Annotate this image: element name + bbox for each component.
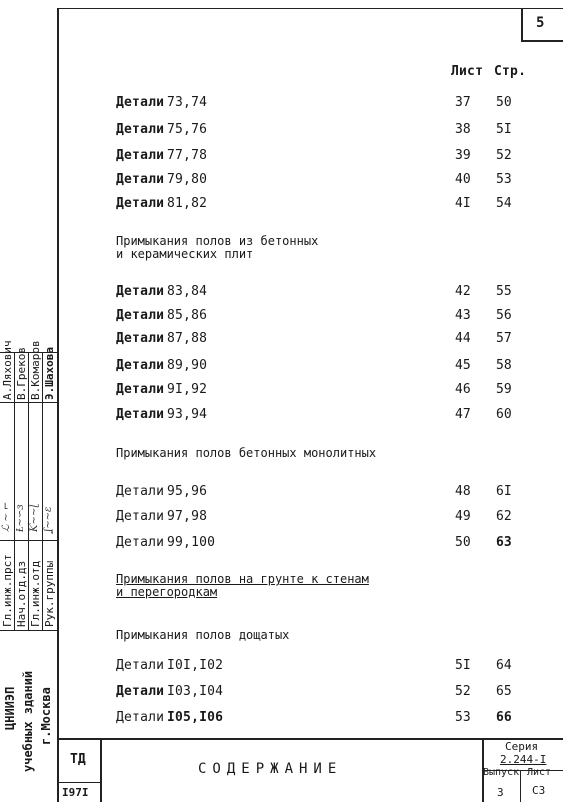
sig-name: А.Ляхович [1,340,14,400]
row-numbers: I0I,I02 [167,658,224,673]
doc-code: ТД [70,752,86,767]
sig-name: В.Греков [15,347,28,400]
page-box-bottom [521,40,563,42]
series-value: 2.244-I [500,753,547,766]
row-numbers: 81,82 [167,196,208,211]
row-numbers: 79,80 [167,172,208,187]
sig-role: Гл.инж.прст [1,554,14,627]
signature-handwritten: Ƙ∼∼ɭ [29,504,40,532]
row-name: Детали [116,308,165,323]
row-page: 54 [496,196,512,211]
row-name: Детали [116,407,165,422]
row-sheet: 45 [455,358,471,373]
row-sheet: 50 [455,535,471,550]
row-sheet: 38 [455,122,471,137]
row-numbers: 73,74 [167,95,208,110]
row-numbers: 97,98 [167,509,208,524]
row-numbers: 99,100 [167,535,216,550]
row-name: Детали [116,122,165,137]
row-name: Детали [116,710,165,725]
row-name: Детали [116,535,165,550]
row-sheet: 46 [455,382,471,397]
row-page: 66 [496,710,512,725]
row-name: Детали [116,382,165,397]
title-block-midline [57,782,100,783]
sheet-label: Лист [527,767,552,778]
row-numbers: 93,94 [167,407,208,422]
row-name: Детали [116,684,165,699]
row-page: 62 [496,509,512,524]
row-page: 52 [496,148,512,163]
row-sheet: 43 [455,308,471,323]
row-numbers: 87,88 [167,331,208,346]
row-page: 50 [496,95,512,110]
row-name: Детали [116,358,165,373]
section-heading: Примыкания полов из бетонных и керамических плит [116,234,319,261]
page-box-left [521,8,523,40]
sheet-value: С3 [532,784,546,797]
row-sheet: 42 [455,284,471,299]
frame-left-line [57,8,59,802]
row-numbers: 9I,92 [167,382,208,397]
row-sheet: 47 [455,407,471,422]
doc-year: I97I [62,786,89,799]
row-numbers: 77,78 [167,148,208,163]
sig-name: В.Комаров [29,340,42,400]
signature-handwritten: ʆ∼∼ɛ [43,506,54,532]
row-sheet: 48 [455,484,471,499]
signature-handwritten: Ɫ∼∽ɜ [15,504,26,532]
series-label: Серия [505,740,539,753]
page-number: 5 [536,15,545,31]
organization-city: г.Москва [39,687,53,745]
issue-label: Выпуск [483,767,520,778]
row-page: 53 [496,172,512,187]
row-name: Детали [116,284,165,299]
title-block-top [57,738,563,740]
row-name: Детали [116,148,165,163]
column-header-sheet: Лист [451,64,484,79]
section-heading: Примыкания полов бетонных монолитных [116,446,377,460]
sig-role: Гл.инж.отд [29,560,42,627]
signature-handwritten: ℒ ∼ ⌐ [1,501,12,532]
issue-value: 3 [497,786,504,799]
row-sheet: 53 [455,710,471,725]
row-name: Детали [116,509,165,524]
row-numbers: 85,86 [167,308,208,323]
sig-role: Нач.отд.дз [15,560,28,627]
row-name: Детали [116,196,165,211]
row-numbers: 89,90 [167,358,208,373]
row-sheet: 44 [455,331,471,346]
row-numbers: 95,96 [167,484,208,499]
row-sheet: 39 [455,148,471,163]
row-page: 63 [496,535,512,550]
row-page: 65 [496,684,512,699]
row-page: 5I [496,122,512,137]
organization-line2: учебных зданий [21,670,35,772]
row-numbers: I05,I06 [167,710,224,725]
column-header-page: Стр. [494,64,527,79]
organization-name: ЦНИИЭП [3,686,17,730]
sig-row-line [0,402,57,403]
row-page: 56 [496,308,512,323]
row-sheet: 52 [455,684,471,699]
sig-name: Э.Шахова [43,347,56,400]
row-page: 60 [496,407,512,422]
sig-role: Рук.группы [43,560,56,627]
row-name: Детали [116,484,165,499]
row-numbers: I03,I04 [167,684,224,699]
row-sheet: 49 [455,509,471,524]
row-name: Детали [116,95,165,110]
row-numbers: 83,84 [167,284,208,299]
frame-top-line [57,8,563,9]
row-page: 64 [496,658,512,673]
title-block-rule [520,770,521,802]
sig-bottom-line [0,630,57,631]
row-page: 59 [496,382,512,397]
row-numbers: 75,76 [167,122,208,137]
row-sheet: 5I [455,658,471,673]
doc-title: СОДЕРЖАНИЕ [198,761,343,777]
row-sheet: 37 [455,95,471,110]
row-page: 58 [496,358,512,373]
row-page: 57 [496,331,512,346]
title-block-divider [100,738,102,802]
row-name: Детали [116,658,165,673]
row-name: Детали [116,331,165,346]
row-page: 55 [496,284,512,299]
row-sheet: 4I [455,196,471,211]
row-name: Детали [116,172,165,187]
sig-row-line [0,540,57,541]
section-heading: Примыкания полов дощатых [116,628,290,642]
row-sheet: 40 [455,172,471,187]
section-heading: Примыкания полов на грунте к стенам и перегородкам [116,572,369,599]
row-page: 6I [496,484,512,499]
